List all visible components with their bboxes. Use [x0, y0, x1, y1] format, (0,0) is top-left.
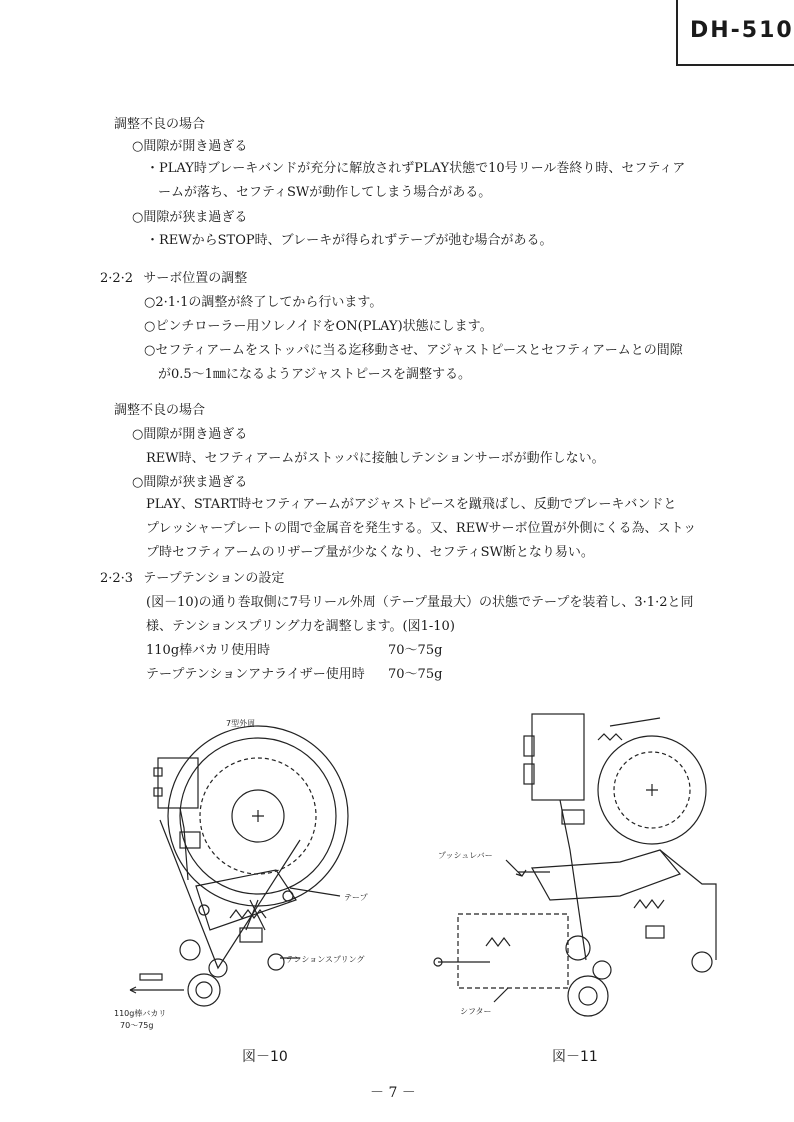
section223-number: 2·2·3	[100, 571, 134, 586]
section222-step3-line1: ○セフティアームをストッパに当る迄移動させ、アジャストピースとセフティアームとの間隙	[144, 343, 683, 358]
section223-heading	[100, 570, 284, 588]
fig10-link	[180, 808, 188, 880]
fig10-bracket	[180, 832, 200, 848]
fig11-shifter-plate	[458, 914, 568, 988]
section223-title: テープテンションの設定	[143, 571, 285, 586]
section1-item1: ○間隙が開き過ぎる	[132, 139, 248, 154]
fig11-tension-roller	[593, 961, 611, 979]
fig11-push-lever	[532, 850, 680, 900]
section223-row2-label: テープテンションアナライザー使用時	[146, 667, 365, 682]
fig10-label-gauge-value: 70～75g	[120, 1021, 154, 1030]
section222-heading	[100, 270, 247, 288]
fig10-arrow	[246, 900, 265, 930]
fig11-guide-roller	[566, 936, 590, 960]
fig10-capstan	[188, 974, 220, 1006]
fig10-label-spring: テンションスプリング	[286, 955, 365, 964]
section2-item2: ○間隙が狭ま過ぎる	[132, 475, 248, 490]
section2-heading: 調整不良の場合	[114, 403, 206, 418]
fig11-right-roller	[692, 952, 712, 972]
fig11-push-leader	[506, 860, 526, 876]
section222-step1: ○2·1·1の調整が終了してから行います。	[144, 295, 383, 310]
fig10-tape-leader	[290, 888, 340, 896]
section1-item2-line1: ・REWからSTOP時、ブレーキが得られずテープが弛む場合がある。	[146, 233, 553, 248]
model-number: DH-510	[690, 18, 794, 43]
fig10-pivot2	[283, 891, 293, 901]
fig11-spring	[634, 900, 664, 908]
fig11-label-push-lever: プッシュレバー	[438, 851, 493, 860]
fig11-hub-center	[646, 784, 658, 796]
section2-item2-line3: プ時セフティアームのリザーブ量が少なくなり、セフティSW断となり易い。	[146, 545, 594, 560]
section222-title: サーボ位置の調整	[143, 271, 248, 286]
section223-row2-value: 70～75g	[388, 667, 443, 682]
section2-item1-line1: REW時、セフティアームがストッパに接触しテンションサーボが動作しない。	[146, 451, 605, 466]
fig11-capstan	[568, 976, 608, 1016]
figure10-diagram	[100, 700, 400, 1040]
section222-step2: ○ピンチローラー用ソレノイドをON(PLAY)状態にします。	[144, 319, 493, 334]
fig11-top-link	[610, 718, 660, 726]
fig10-arm	[196, 870, 296, 930]
fig10-capstan-inner	[196, 982, 212, 998]
section222-number: 2·2·2	[100, 271, 134, 286]
fig11-stopper	[646, 926, 664, 938]
section223-row1-value: 70～75g	[388, 643, 443, 658]
fig11-solenoid	[532, 714, 584, 800]
section223-line2: 様、テンションスプリング力を調整します。(図1-10)	[146, 619, 455, 634]
fig11-label-shifter: シフター	[460, 1007, 492, 1016]
fig11-right-arm	[660, 850, 716, 960]
section1-item1-line1: ・PLAY時ブレーキバンドが充分に解放されずPLAY状態で10号リール巻終り時、セフティア	[146, 161, 686, 176]
section223-line1: (図－10)の通り巻取側に7号リール外周（テープ量最大）の状態でテープを装着し、3·1·2と同	[146, 595, 694, 610]
fig11-shifter-leader	[494, 988, 508, 1002]
fig10-stopper	[240, 928, 262, 942]
figure11-caption: 図－11	[552, 1049, 598, 1065]
section2-item2-line2: プレッシャープレートの間で金属音を発生する。又、REWサーボ位置が外側にくる為、ストッ	[146, 521, 697, 536]
section1-item1-line2: ームが落ち、セフティSWが動作してしまう場合がある。	[158, 185, 492, 200]
section1-heading: 調整不良の場合	[114, 117, 206, 132]
figure10-caption: 図－10	[242, 1049, 288, 1065]
fig10-gauge	[140, 974, 162, 980]
section222-step3-line2: が0.5～1㎜になるようアジャストピースを調整する。	[158, 367, 471, 382]
fig10-label-reel: 7型外周	[226, 719, 256, 728]
fig10-hub-center	[252, 810, 264, 822]
fig11-top-spring	[598, 734, 622, 740]
section1-item2: ○間隙が狭ま過ぎる	[132, 210, 248, 225]
fig10-spring-anchor	[268, 954, 284, 970]
model-number-box	[676, 0, 794, 66]
fig10-label-tape: テープ	[344, 893, 368, 902]
fig10-label-gauge: 110g棒バカリ	[114, 1009, 167, 1018]
section223-row1-label: 110g棒バカリ使用時	[146, 643, 271, 658]
figure11-diagram	[420, 700, 730, 1040]
fig11-capstan-inner	[579, 987, 597, 1005]
fig11-shifter-spring	[486, 938, 510, 946]
page-number: － 7 －	[370, 1085, 416, 1101]
fig10-guide-roller	[180, 940, 200, 960]
section2-item1: ○間隙が開き過ぎる	[132, 427, 248, 442]
fig11-rod-clamp	[562, 810, 584, 824]
section2-item2-line1: PLAY、START時セフティアームがアジャストピースを蹴飛ばし、反動でブレーキバンドと	[146, 497, 677, 512]
fig10-solenoid	[158, 758, 198, 808]
